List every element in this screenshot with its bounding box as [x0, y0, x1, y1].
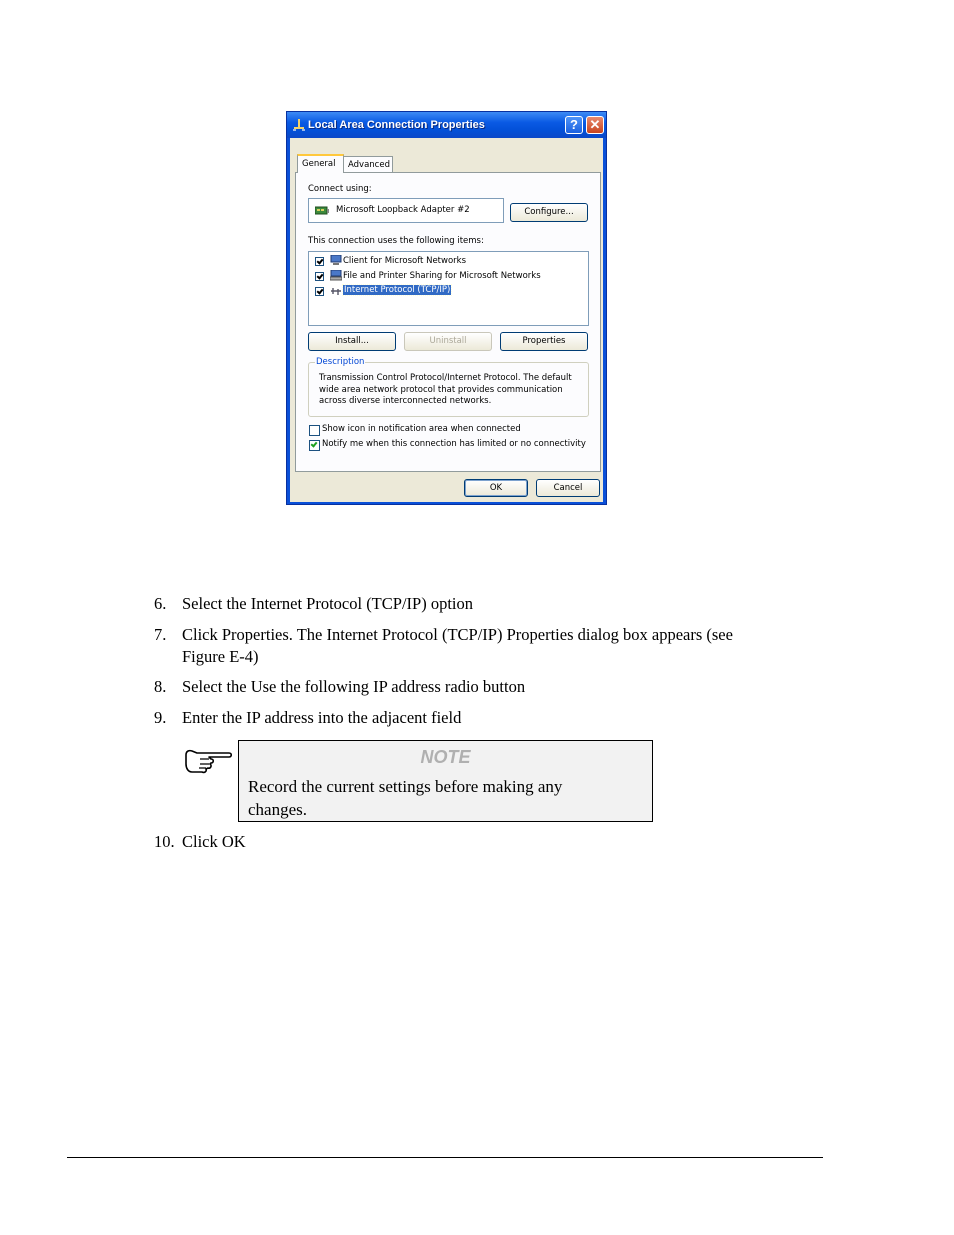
- cancel-button-label: Cancel: [553, 483, 583, 493]
- properties-button[interactable]: [500, 332, 588, 351]
- items-list-label: This connection uses the following items:: [308, 236, 484, 246]
- show-icon-option[interactable]: [308, 424, 588, 437]
- step-number: 9.: [154, 708, 167, 727]
- step-9: [154, 707, 834, 729]
- network-client-icon: [330, 255, 342, 266]
- help-button[interactable]: [565, 116, 583, 134]
- list-item[interactable]: [313, 285, 583, 299]
- notify-option[interactable]: [308, 439, 588, 452]
- step-6: [154, 593, 834, 615]
- description-line: Transmission Control Protocol/Internet Protocol. The default: [319, 373, 572, 383]
- note-line: changes.: [248, 800, 308, 819]
- configure-button-label: Configure...: [524, 207, 574, 217]
- description-title: Description: [316, 357, 365, 367]
- show-icon-label: Show icon in notification area when connected: [322, 424, 521, 434]
- install-button-label: Install...: [335, 336, 369, 346]
- network-adapter-icon: [315, 206, 329, 216]
- dialog-client-area: [290, 138, 603, 502]
- client-checkbox[interactable]: [315, 257, 324, 266]
- step-number: 6.: [154, 594, 167, 613]
- local-area-connection-properties-dialog: [286, 111, 607, 505]
- description-group: [308, 357, 589, 417]
- note-line: Record the current settings before making any: [248, 777, 563, 796]
- file-sharing-checkbox[interactable]: [315, 272, 324, 281]
- tab-general-label: General: [302, 159, 336, 169]
- note-text: [248, 775, 638, 821]
- pointing-hand-icon: [183, 747, 233, 775]
- ok-button-label: OK: [489, 483, 503, 493]
- step-number: 7.: [154, 625, 167, 644]
- uninstall-button[interactable]: [404, 332, 492, 351]
- step-number: 8.: [154, 677, 167, 696]
- tab-advanced-label: Advanced: [348, 160, 390, 170]
- dialog-title: Local Area Connection Properties: [308, 119, 485, 131]
- step-number: 10.: [154, 832, 175, 851]
- list-item-label: Client for Microsoft Networks: [343, 256, 467, 266]
- connect-using-label: Connect using:: [308, 184, 372, 194]
- note-box: [238, 740, 653, 822]
- step-8: [154, 676, 834, 698]
- step-text: Click Properties. The Internet Protocol (TCP/IP) Properties dialog box appears (see: [182, 625, 733, 644]
- tab-general[interactable]: [297, 154, 344, 173]
- components-list[interactable]: [308, 251, 589, 326]
- list-item-label-selected: Internet Protocol (TCP/IP): [344, 285, 451, 295]
- tab-advanced[interactable]: [343, 156, 393, 173]
- step-text: Select the Internet Protocol (TCP/IP) option: [182, 594, 473, 613]
- protocol-icon: [330, 286, 342, 297]
- list-item[interactable]: [313, 255, 583, 269]
- show-icon-checkbox[interactable]: [309, 425, 320, 436]
- network-connection-icon: [292, 118, 306, 132]
- step-10: [154, 831, 554, 853]
- properties-button-label: Properties: [522, 336, 566, 346]
- cancel-button[interactable]: [536, 479, 600, 497]
- description-line: across diverse interconnected networks.: [319, 396, 492, 406]
- general-tab-panel: [295, 172, 601, 472]
- description-line: wide area network protocol that provides communication: [319, 384, 563, 395]
- step-7: [154, 624, 834, 668]
- configure-button[interactable]: [510, 203, 588, 222]
- close-icon: ✕: [589, 117, 601, 132]
- tcpip-checkbox[interactable]: [315, 287, 324, 296]
- step-text-continued: Figure E-4): [182, 647, 259, 666]
- adapter-field: [308, 198, 504, 223]
- notify-checkbox[interactable]: [309, 440, 320, 451]
- notify-label: Notify me when this connection has limited or no connectivity: [322, 439, 586, 449]
- list-item-label: File and Printer Sharing for Microsoft Networks: [343, 271, 541, 281]
- help-icon: ?: [570, 117, 578, 132]
- close-button[interactable]: [586, 116, 604, 134]
- file-printer-sharing-icon: [330, 270, 342, 281]
- step-text: Enter the IP address into the adjacent field: [182, 708, 462, 727]
- step-text: Click OK: [182, 832, 246, 851]
- ok-button[interactable]: [464, 479, 528, 497]
- note-heading: NOTE: [420, 747, 471, 767]
- install-button[interactable]: [308, 332, 396, 351]
- adapter-name: Microsoft Loopback Adapter #2: [336, 205, 470, 215]
- uninstall-button-label: Uninstall: [429, 336, 467, 346]
- list-item[interactable]: [313, 270, 583, 284]
- step-text: Select the Use the following IP address radio button: [182, 677, 526, 696]
- footer-rule: [67, 1157, 823, 1158]
- description-text: [319, 373, 572, 408]
- title-bar[interactable]: [287, 112, 606, 138]
